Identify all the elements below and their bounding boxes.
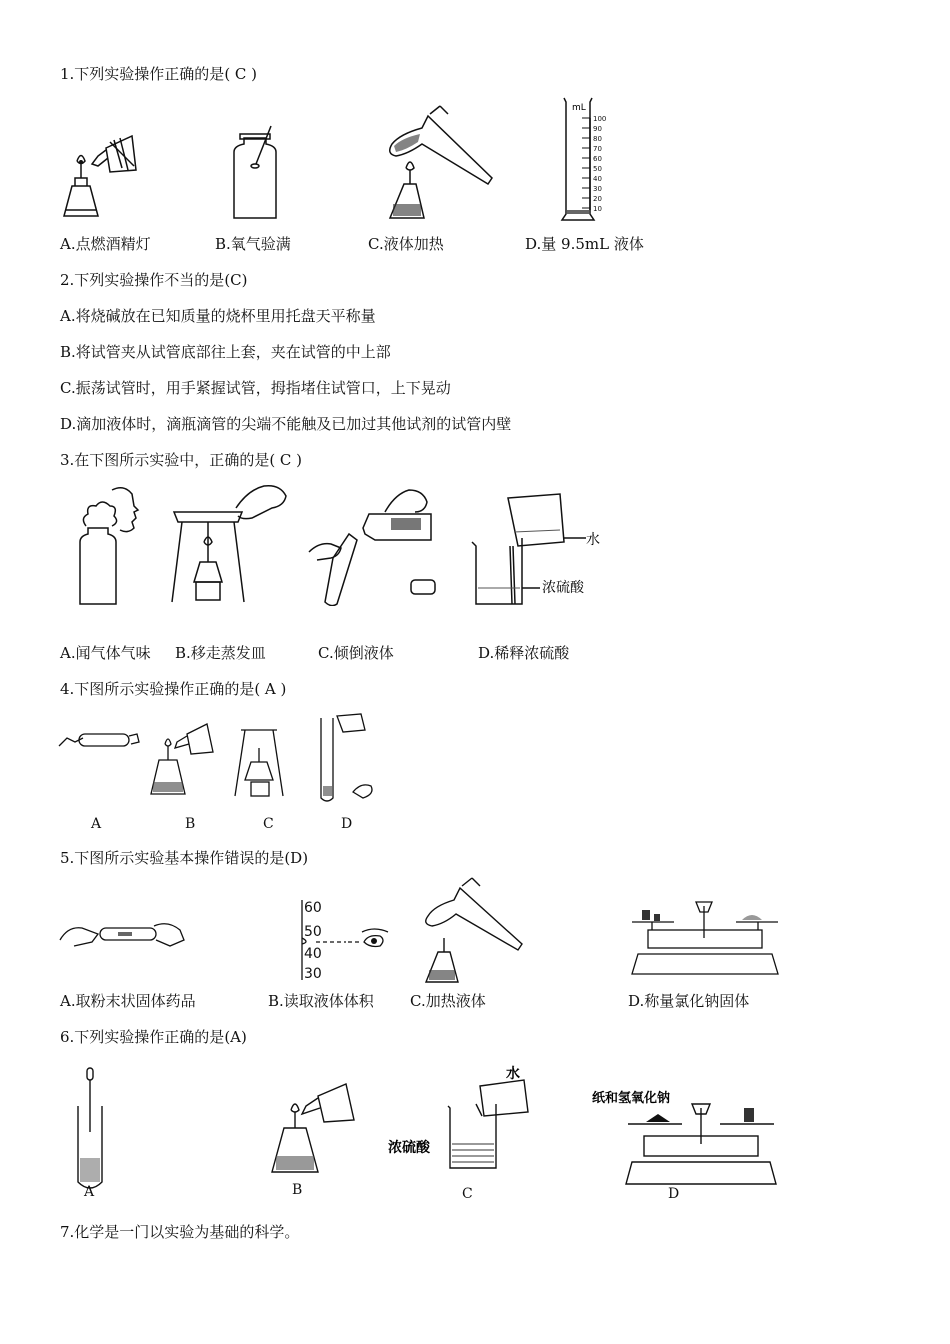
q5-scale-tick: 50 [304, 924, 322, 940]
q6-paper-naoh-label: 纸和氢氧化钠 [592, 1091, 671, 1106]
cylinder-tick: 90 [593, 125, 602, 133]
q1-option-a: A.点燃酒精灯 [60, 235, 151, 253]
q3-option-c: C.倾倒液体 [318, 644, 394, 662]
q1-option-c: C.液体加热 [368, 235, 444, 253]
q5-fig-b-reading-volume [296, 898, 396, 983]
q5-option-a: A.取粉末状固体药品 [60, 992, 196, 1010]
q2-option-b: B.将试管夹从试管底部往上套，夹在试管的中上部 [60, 343, 391, 361]
q7-stem: 7.化学是一门以实验为基础的科学。 [60, 1223, 300, 1241]
q6-stem: 6.下列实验操作正确的是(A) [60, 1028, 247, 1046]
cylinder-tick: 50 [593, 165, 602, 173]
q2-option-c: C.振荡试管时，用手紧握试管，拇指堵住试管口，上下晃动 [60, 379, 451, 397]
q6-acid-label: 浓硫酸 [388, 1140, 430, 1156]
q6-letter-d: D [668, 1186, 680, 1202]
cylinder-tick: 80 [593, 135, 602, 143]
q6-fig-a-dropper [70, 1066, 115, 1201]
cylinder-tick: 40 [593, 175, 602, 183]
cylinder-tick: 70 [593, 145, 602, 153]
cylinder-tick: 10 [593, 205, 602, 213]
q6-water-label: 水 [506, 1066, 520, 1082]
q3-stem: 3.在下图所示实验中，正确的是( C ) [60, 451, 303, 469]
cylinder-tick: 60 [593, 155, 602, 163]
q3-option-b: B.移走蒸发皿 [175, 644, 266, 662]
q1-fig-c-liquid-heating [382, 104, 497, 224]
q3-water-label: 水 [586, 532, 600, 548]
q2-stem: 2.下列实验操作不当的是(C) [60, 271, 248, 289]
q1-option-d: D.量 9.5mL 液体 [525, 235, 644, 253]
q4-letter-b: B [185, 816, 196, 832]
q3-fig-a-smelling-gas [72, 482, 152, 607]
cylinder-unit-label: mL [572, 103, 586, 113]
q6-letter-b: B [292, 1182, 303, 1198]
q4-stem: 4.下图所示实验操作正确的是( A ) [60, 680, 287, 698]
q5-option-c: C.加热液体 [410, 992, 486, 1010]
q2-option-d: D.滴加液体时，滴瓶滴管的尖端不能触及已加过其他试剂的试管内壁 [60, 415, 512, 433]
q1-stem: 1.下列实验操作正确的是( C ) [60, 65, 258, 83]
q4-letter-a: A [91, 816, 102, 832]
q6-fig-b-lighting-lamp [262, 1076, 362, 1201]
q5-option-b: B.读取液体体积 [268, 992, 374, 1010]
q5-scale-tick: 60 [304, 900, 322, 916]
q5-fig-c-heating-liquid [418, 876, 528, 986]
q4-letter-c: C [263, 816, 274, 832]
q5-fig-d-weighing [630, 898, 780, 978]
q5-stem: 5.下图所示实验基本操作错误的是(D) [60, 849, 309, 867]
q2-option-a: A.将烧碱放在已知质量的烧杯里用托盘天平称量 [60, 307, 376, 325]
q1-fig-a-lighting-lamp [62, 128, 142, 223]
q3-option-d: D.稀释浓硫酸 [478, 644, 570, 662]
q5-fig-a-powder [58, 912, 188, 962]
cylinder-tick: 20 [593, 195, 602, 203]
q1-fig-d-graduated-cylinder [560, 96, 620, 226]
q3-fig-c-pouring-liquid [305, 488, 440, 606]
q6-letter-c: C [462, 1186, 473, 1202]
cylinder-tick: 30 [593, 185, 602, 193]
cylinder-tick: 100 [593, 115, 607, 123]
q3-option-a: A.闻气体气味 [60, 644, 151, 662]
q4-letter-d: D [341, 816, 353, 832]
q1-option-b: B.氧气验满 [215, 235, 291, 253]
q1-fig-b-oxygen-test [226, 122, 286, 222]
q5-scale-tick: 40 [304, 946, 322, 962]
q3-fig-d-dilute-acid [468, 492, 608, 607]
q3-acid-label: 浓硫酸 [542, 580, 584, 596]
q5-option-d: D.称量氯化钠固体 [628, 992, 750, 1010]
q4-figures [55, 712, 405, 837]
q6-letter-a: A [84, 1184, 95, 1200]
q6-fig-c-dilute-acid [384, 1064, 539, 1204]
q5-scale-tick: 30 [304, 966, 322, 982]
q3-fig-b-moving-dish [168, 478, 293, 608]
q6-fig-d-weighing-naoh [588, 1084, 788, 1204]
